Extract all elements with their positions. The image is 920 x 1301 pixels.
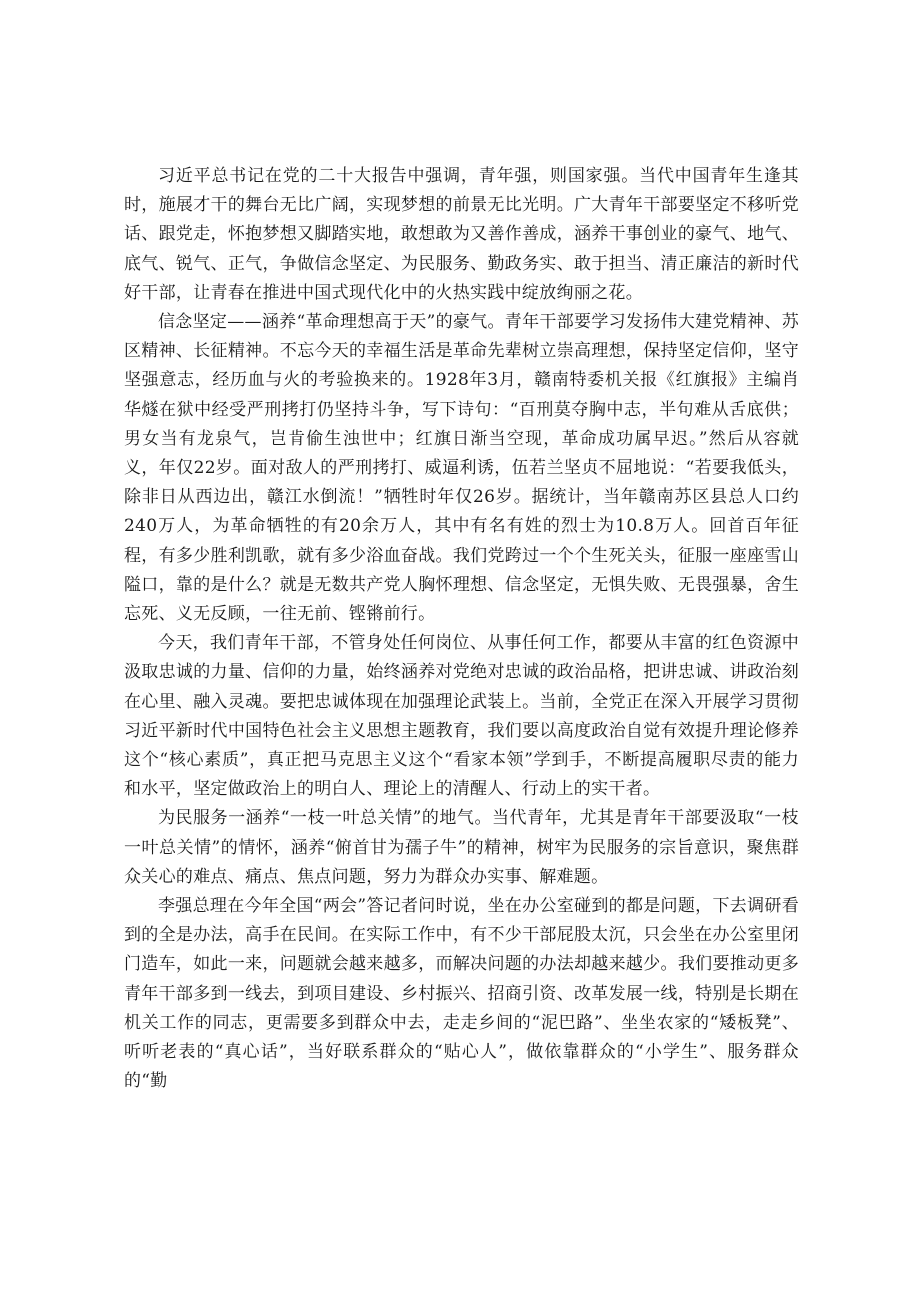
paragraph-loyalty: 今天，我们青年干部，不管身处任何岗位、从事任何工作，都要从丰富的红色资源中汲取忠诚的力量、信仰的力量，始终涵养对党绝对忠诚的政治品格，把讲忠诚、讲政治刻在心里、融入灵魂。要把忠诚体现在加强理论武装上。当前，全党正在深入开展学习贯彻习近平新时代中国特色社会主义思想主题教育，我们要以高度政治自觉有效提升理论修养这个“核心素质”，真正把马克思主义这个“看家本领”学到手，不断提高履职尽责的能力和水平，坚定做政治上的明白人、理论上的清醒人、行动上的实干者。 [124,633,799,800]
paragraph-grassroots: 李强总理在今年全国“两会”答记者问时说，坐在办公室碰到的都是问题，下去调研看到的全是办法，高手在民间。在实际工作中，有不少干部屁股太沉，只会坐在办公室里闭门造车，如此一来，问题就会越来越多，而解决问题的办法却越来越少。我们要推动更多青年干部多到一线去，到项目建设、乡村振兴、招商引资、改革发展一线，特别是长期在机关工作的同志，更需要多到群众中去，走走乡间的“泥巴路”、坐坐农家的“矮板凳”、听听老表的“真心话”，当好联系群众的“贴心人”，做依靠群众的“小学生”、服务群众的“勤 [124,896,799,1092]
paragraph-serve-people: 为民服务一涵养“一枝一叶总关情”的地气。当代青年，尤其是青年干部要汲取“一枝一叶总关情”的情怀，涵养“俯首甘为孺子牛”的精神，树牢为民服务的宗旨意识，聚焦群众关心的难点、痛点、焦点问题，努力为群众办实事、解难题。 [124,808,799,887]
document-body [124,162,799,1097]
paragraph-firm-belief: 信念坚定——涵养“革命理想高于天”的豪气。青年干部要学习发扬伟大建党精神、苏区精神、长征精神。不忘今天的幸福生活是革命先辈树立崇高理想，保持坚定信仰，坚守坚强意志，经历血与火的考验换来的。1928年3月，赣南特委机关报《红旗报》主编肖华燧在狱中经受严刑拷打仍坚持斗争，写下诗句：“百刑莫夺胸中志，半句难从舌底供；男女当有龙泉气，岂肯偷生浊世中；红旗日渐当空现，革命成功属早迟。”然后从容就义，年仅22岁。面对敌人的严刑拷打、威逼利诱，伍若兰坚贞不屈地说：“若要我低头，除非日从西边出，赣江水倒流！”牺牲时年仅26岁。据统计，当年赣南苏区县总人口约240万人，为革命牺牲的有20余万人，其中有名有姓的烈士为10.8万人。回首百年征程，有多少胜利凯歌，就有多少浴血奋战。我们党跨过一个个生死关头，征服一座座雪山隘口，靠的是什么？就是无数共产党人胸怀理想、信念坚定，无惧失败、无畏强暴，舍生忘死、义无反顾，一往无前、铿锵前行。 [124,312,799,625]
paragraph-intro: 习近平总书记在党的二十大报告中强调，青年强，则国家强。当代中国青年生逢其时，施展才干的舞台无比广阔，实现梦想的前景无比光明。广大青年干部要坚定不移听党话、跟党走，怀抱梦想又脚踏实地，敢想敢为又善作善成，涵养干事创业的豪气、地气、底气、锐气、正气，争做信念坚定、为民服务、勤政务实、敢于担当、清正廉洁的新时代好干部，让青春在推进中国式现代化中的火热实践中绽放绚丽之花。 [124,166,799,303]
